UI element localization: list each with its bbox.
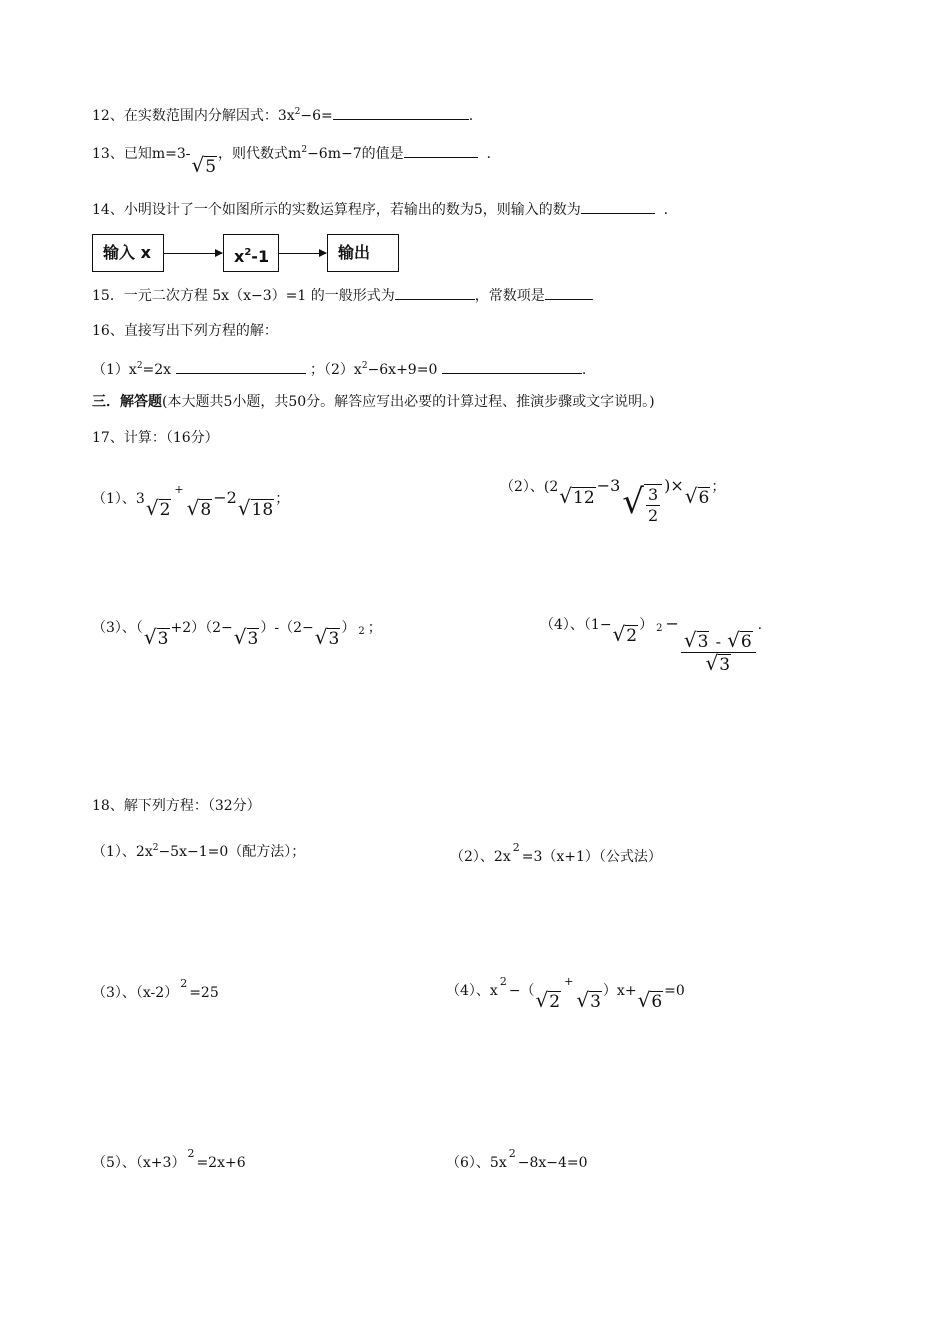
q17-p4-fraction [681, 630, 756, 675]
q18-p4-sqrt-1-value: 2 [549, 992, 561, 1012]
question-12 [92, 102, 473, 126]
q17-p3-mid-b: ）-（2− [260, 620, 314, 636]
q17-p3-label: （3）、（ [92, 620, 143, 636]
q17-p4-num-sqrt-b: √6 [727, 628, 752, 652]
q17-p1-end: ； [275, 491, 290, 507]
q18-part-1 [92, 838, 305, 862]
q18-p5-rest: =2x+6 [196, 1155, 246, 1171]
q14-end: . [663, 202, 669, 218]
q17-p3-sqrt-3: √3 [314, 625, 340, 649]
q17-p3-sqrt-2: √3 [233, 625, 259, 649]
q12-answer-blank[interactable] [333, 105, 469, 120]
q14-text: 14、小明设计了一个如图所示的实数运算程序，若输出的数为5，则输入的数为 [92, 202, 581, 218]
flow-op-base: x [234, 247, 245, 266]
q18-p4-sqrt-2: √3 [576, 988, 601, 1012]
q12-rest: −6= [300, 108, 333, 124]
q18-p2-exponent: 2 [512, 841, 520, 854]
q18-p6-rest: −8x−4=0 [517, 1155, 588, 1171]
q17-p1-label: （1）、3 [92, 491, 145, 507]
q17-p4-numerator [681, 630, 756, 653]
q15-constant-blank[interactable] [545, 285, 593, 300]
q18-p3-rest: =25 [189, 985, 219, 1001]
q15-mid: ，常数项是 [474, 288, 545, 304]
q17-p4-num-a: 3 [697, 632, 709, 652]
q18-p1-exponent: 2 [152, 843, 159, 853]
question-17-title [92, 428, 219, 448]
q13-rest: −6m−7的值是 [307, 146, 404, 162]
q17-p1-sqrt-2-value: 8 [200, 500, 212, 520]
q17-p2-fraction-num: 3 [647, 485, 659, 504]
flow-input-box [92, 234, 164, 272]
q17-p3-sqrt-1: √3 [143, 625, 169, 649]
q17-p2-fraction [646, 485, 660, 526]
q17-p4-sqrt-1-value: 2 [626, 626, 638, 646]
question-15 [92, 285, 593, 306]
q13-answer-blank[interactable] [404, 143, 478, 158]
q17-p1-sqrt-3-value: 18 [251, 500, 274, 520]
q17-p2-end: ； [711, 479, 726, 495]
flow-operation-box [223, 234, 279, 272]
flow-input-label: 输入 x [103, 243, 151, 262]
q16-p1-pre: （1）x [92, 362, 137, 378]
q13-exponent: 2 [301, 145, 308, 155]
q17-p2-label: （2）、(2 [500, 479, 559, 495]
q17-p4-close: ） [639, 617, 654, 633]
q15-pre: 15．一元二次方程 5x（x−3）=1 的一般形式为 [92, 288, 395, 304]
q17-p1-plus: + [174, 483, 184, 496]
q17-p4-sqrt-1: √2 [612, 622, 638, 646]
q12-exponent: 2 [294, 107, 301, 117]
q16-p2-pre: （2）x [324, 362, 362, 378]
flow-arrow-1 [164, 253, 222, 254]
flow-arrow-2 [279, 253, 326, 254]
q13-sqrt-value: 5 [205, 157, 217, 177]
q16-separator: ； [310, 362, 324, 378]
q18-p1-rest: −5x−1=0（配方法）； [158, 844, 306, 860]
q18-p6-exponent: 2 [508, 1147, 516, 1160]
q17-p2-sqrt-1-value: 12 [573, 488, 595, 508]
q18-p4-mid2: ）x+ [602, 983, 637, 999]
q13-pre: 13、已知m=3- [92, 146, 191, 162]
q18-p3-pre: （3）、（x-2） [92, 985, 179, 1001]
q17-p4-minus: − [665, 614, 679, 633]
flow-op-rest: -1 [251, 247, 270, 266]
q18-part-3 [92, 974, 219, 1003]
q17-p1-sqrt-2: √8 [186, 496, 212, 520]
q18-p4-mid: −（ [508, 983, 535, 999]
q18-p2-rest: =3（x+1）（公式法） [521, 849, 662, 865]
q17-part-4 [540, 614, 762, 675]
q17-p3-exponent: 2 [358, 626, 365, 637]
q18-p5-exponent: 2 [187, 1147, 195, 1160]
q18-p4-plus: + [564, 975, 574, 988]
q17-part-2 [500, 476, 725, 526]
q17-p3-close: ） [341, 620, 356, 636]
q17-part-3 [92, 618, 382, 649]
q18-part-2 [450, 838, 662, 867]
q17-p4-num-b: 6 [740, 632, 752, 652]
q18-p6-pre: （6）、5x [446, 1155, 507, 1171]
q18-part-4 [446, 972, 685, 1012]
q18-p4-sqrt-3: √6 [637, 988, 663, 1012]
q18-part-6 [446, 1144, 588, 1173]
q18-p4-sqrt-2-value: 3 [590, 992, 601, 1012]
q14-answer-blank[interactable] [581, 199, 655, 214]
q16-end: . [581, 362, 587, 378]
question-16 [92, 321, 278, 341]
q16-p1-exponent: 2 [136, 361, 143, 371]
q13-sqrt: √5 [191, 153, 217, 177]
q17-p2-sqrt-fraction: √ $\frac{3}{2}$ [622, 480, 662, 526]
flow-output-label: 输出 [338, 243, 371, 262]
section-3-heading [92, 392, 655, 412]
q17-p2-sqrt-1: √12 [559, 484, 595, 508]
flow-op-exponent: 2 [244, 247, 252, 258]
q15-form-blank[interactable] [395, 285, 475, 300]
q18-title-text: 18、解下列方程：（32分） [92, 798, 261, 814]
q17-p2-sqrt-2-value: 6 [698, 488, 710, 508]
q17-p4-num-op: - [710, 632, 727, 651]
q18-p5-pre: （5）、（x+3） [92, 1155, 186, 1171]
q17-part-1 [92, 480, 289, 520]
q13-mid: ，则代数式m [218, 146, 302, 162]
q17-p2-close: )× [664, 476, 684, 495]
q17-p1-sqrt-1: √2 [145, 496, 171, 520]
q17-p3-sqrt-2-value: 3 [247, 629, 259, 649]
q16-text: 16、直接写出下列方程的解： [92, 323, 278, 339]
q17-p2-sqrt-2: √6 [684, 484, 710, 508]
q18-p4-sqrt-3-value: 6 [651, 992, 663, 1012]
q17-p4-den-sqrt: √3 [705, 651, 731, 675]
q17-p4-den: 3 [719, 655, 731, 675]
q13-end: . [486, 146, 491, 162]
q18-p3-exponent: 2 [180, 977, 188, 990]
q12-end: . [468, 108, 474, 124]
q17-p4-denominator [704, 653, 732, 675]
question-14 [92, 199, 668, 220]
q18-p4-sqrt-1: √2 [535, 988, 561, 1012]
q18-p4-pre: （4）、x [446, 983, 498, 999]
q16-p2-rest: −6x+9=0 [367, 362, 438, 378]
q12-text: 12、在实数范围内分解因式：3x [92, 108, 295, 124]
q17-p4-end: . [757, 617, 763, 633]
q17-title-text: 17、计算：（16分） [92, 430, 219, 446]
q16-p1-blank[interactable] [176, 359, 306, 374]
q16-p2-exponent: 2 [361, 361, 368, 371]
q18-part-5 [92, 1144, 246, 1173]
question-16-parts [92, 356, 586, 380]
section-3-title: 三．解答题 [92, 394, 162, 410]
q17-p1-minus: −2 [213, 488, 237, 507]
q17-p4-num-sqrt-a: √3 [683, 628, 709, 652]
flow-output-box [327, 234, 399, 272]
q18-p4-rest: =0 [664, 983, 685, 999]
question-13 [92, 140, 491, 177]
q17-p3-mid-a: +2）（2− [170, 620, 233, 636]
q18-p2-pre: （2）、2x [450, 849, 511, 865]
q16-p1-rest: =2x [142, 362, 172, 378]
q18-p1-pre: （1）、2x [92, 844, 153, 860]
q17-p2-minus: −3 [596, 476, 621, 495]
q17-p1-sqrt-1-value: 2 [159, 500, 171, 520]
question-18-title [92, 796, 261, 816]
q16-p2-blank[interactable] [442, 359, 582, 374]
q17-p3-sqrt-3-value: 3 [328, 629, 340, 649]
q17-p4-label: （4）、（1− [540, 617, 612, 633]
q17-p1-sqrt-3: √18 [237, 496, 274, 520]
section-3-description: (本大题共5小题，共50分。解答应写出必要的计算过程、推演步骤或文字说明。) [162, 394, 655, 410]
q18-p4-exponent: 2 [499, 975, 507, 988]
q17-p3-end: ； [367, 620, 382, 636]
q17-p4-exponent: 2 [656, 623, 663, 634]
q17-p3-sqrt-1-value: 3 [157, 629, 169, 649]
q17-p2-fraction-den: 2 [647, 506, 659, 525]
